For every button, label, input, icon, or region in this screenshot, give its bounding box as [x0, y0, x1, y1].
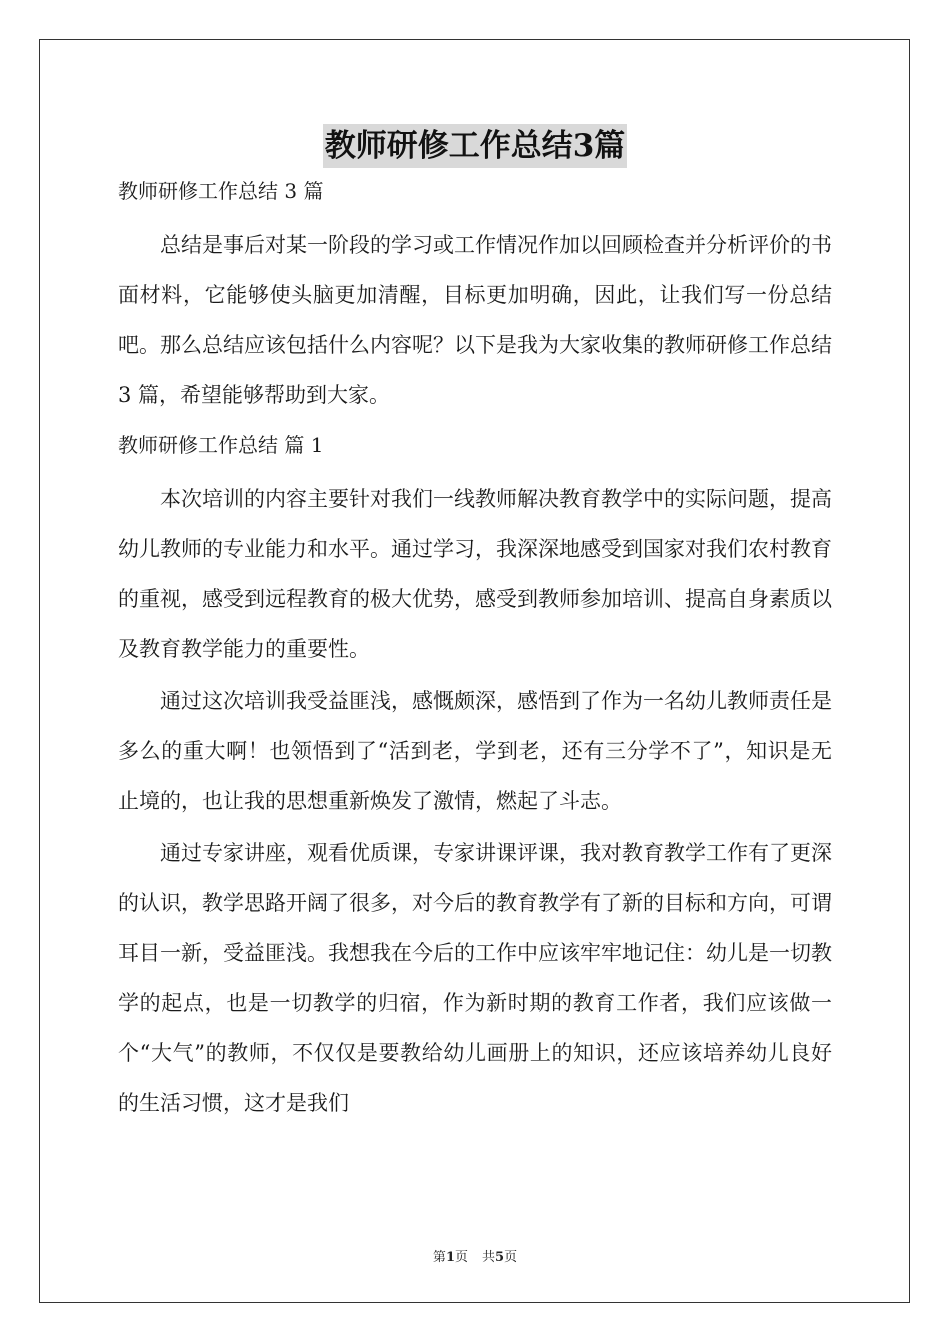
- document-title: 教师研修工作总结3篇: [323, 124, 628, 168]
- body-paragraph: 通过专家讲座，观看优质课，专家讲课评课，我对教育教学工作有了更深的认识，教学思路开阔了很多，对今后的教育教学有了新的目标和方向，可谓耳目一新，受益匪浅。我想我在今后的工作中应该牢牢地记住：幼儿是一切教学的起点，也是一切教学的归宿，作为新时期的教育工作者，我们应该做一个“大气”的教师，不仅仅是要教给幼儿画册上的知识，还应该培养幼儿良好的生活习惯，这才是我们: [118, 841, 832, 1115]
- document-body: [118, 178, 832, 1128]
- page-number: 1: [445, 1250, 455, 1265]
- total-pages: 5: [495, 1250, 505, 1265]
- total-prefix: 共: [482, 1250, 496, 1265]
- body-paragraph: 通过这次培训我受益匪浅，感慨颇深，感悟到了作为一名幼儿教师责任是多么的重大啊！也领悟到了“活到老，学到老，还有三分学不了”，知识是无止境的，也让我的思想重新焕发了激情，燃起了斗志。: [118, 689, 832, 813]
- total-suffix: 页: [504, 1250, 518, 1265]
- page-footer: [0, 1249, 950, 1267]
- intro-paragraph: 总结是事后对某一阶段的学习或工作情况作加以回顾检查并分析评价的书面材料，它能够使头脑更加清醒，目标更加明确，因此，让我们写一份总结吧。那么总结应该包括什么内容呢？以下是我为大家收集的教师研修工作总结 3 篇，希望能够帮助到大家。: [118, 233, 832, 407]
- page-suffix: 页: [454, 1250, 468, 1265]
- title-area: [0, 124, 950, 168]
- body-paragraph: 本次培训的内容主要针对我们一线教师解决教育教学中的实际问题，提高幼儿教师的专业能力和水平。通过学习，我深深地感受到国家对我们农村教育的重视，感受到远程教育的极大优势，感受到教师参加培训、提高自身素质以及教育教学能力的重要性。: [118, 487, 832, 661]
- document-subtitle: 教师研修工作总结 3 篇: [118, 179, 324, 203]
- page-prefix: 第: [432, 1250, 446, 1265]
- section-heading: 教师研修工作总结 篇 1: [118, 433, 324, 457]
